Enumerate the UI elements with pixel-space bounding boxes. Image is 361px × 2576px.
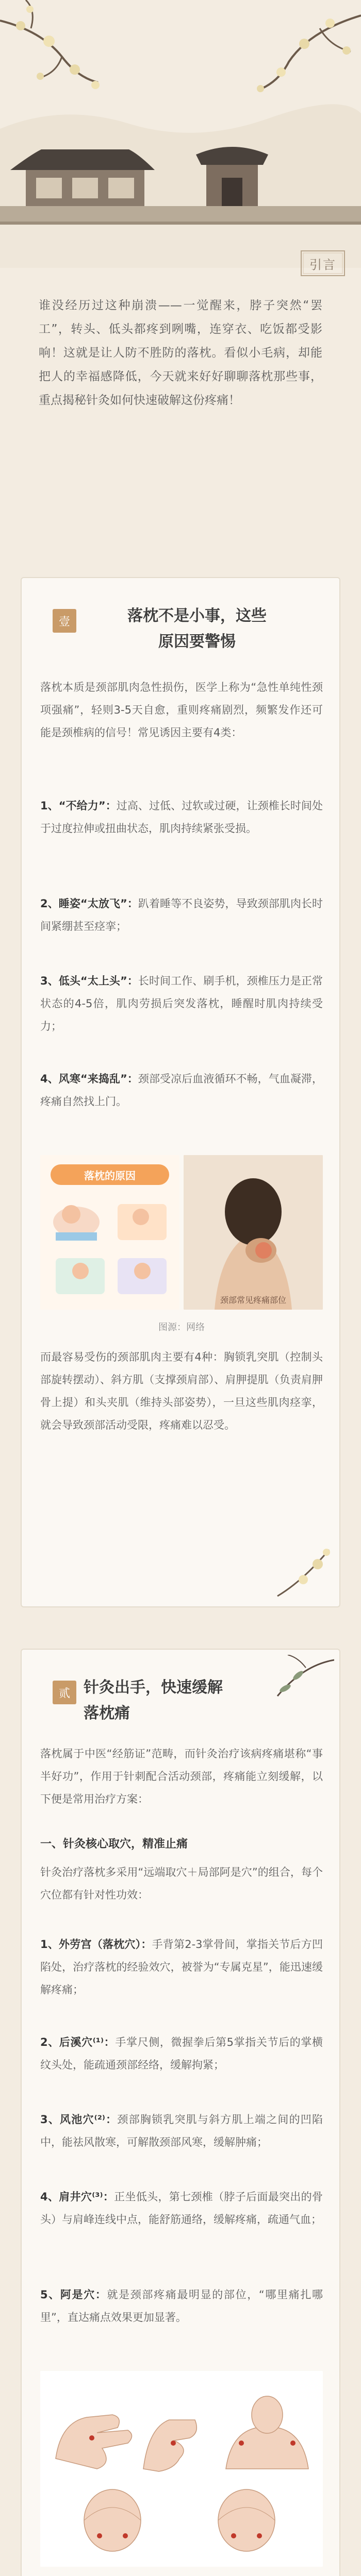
section-1-number: 壹	[53, 609, 76, 633]
acupoint-item-2	[40, 2031, 323, 2076]
section-2-number: 贰	[53, 1681, 76, 1704]
section-1-item-4	[40, 1067, 323, 1113]
item-heading: 1、外劳宫（落枕穴）：	[40, 1938, 152, 1951]
section-1-title-line2: 原因要警惕	[158, 633, 236, 651]
item-heading: 4、肩井穴⁽³⁾：	[40, 2191, 114, 2203]
item-heading: 2、后溪穴⁽¹⁾：	[40, 2036, 116, 2048]
section-1-card	[21, 577, 340, 1607]
section-1-item-1	[40, 794, 323, 840]
acupoint-diagram	[40, 2371, 323, 2567]
item-text: 过高、过低、过软或过硬，让颈椎长时间处于过度拉伸或扭曲状态，肌肉持续紧张受损。	[40, 800, 323, 835]
item-text: 就是颈部疼痛最明显的部位，“哪里痛扎哪里”，直达痛点效果更加显著。	[40, 2289, 323, 2324]
section-1-item-3	[40, 970, 323, 1038]
plum-flower-decoration	[272, 1539, 334, 1601]
section-1-title-line1: 落枕不是小事，这些	[127, 607, 267, 625]
acupoint-item-4	[40, 2185, 323, 2231]
item-text: 颈部胸锁乳突肌与斜方肌上端之间的凹陷中，能祛风散寒，可解散颈部风寒，缓解肿痛；	[40, 2113, 323, 2148]
item-text: 手掌尺侧，微握拳后第5掌指关节后的掌横纹头处，能疏通颈部经络，缓解拘紧；	[40, 2036, 323, 2071]
item-text: 趴着睡等不良姿势，导致颈部肌肉长时间紧绷甚至痉挛；	[40, 897, 323, 933]
section-2-acupoint-intro: 针灸治疗落枕多采用“远端取穴＋局部阿是穴”的组合，每个穴位都有针对性功效：	[40, 1866, 323, 1901]
item-heading: 3、风池穴⁽²⁾：	[40, 2113, 118, 2126]
item-heading: 5、阿是穴：	[40, 2289, 107, 2301]
section-1-item-2	[40, 892, 323, 938]
header-illustration	[0, 0, 361, 268]
infographic-title: 落枕的原因	[51, 1164, 169, 1185]
section-2-title-line1: 针灸出手，快速缓解	[84, 1679, 223, 1697]
section-1-muscles: 而最容易受伤的颈部肌肉主要有4种：胸锁乳突肌（控制头部旋转摆动）、斜方肌（支撑颈肩部）、肩胛提肌（负责肩胛骨上提）和头夹肌（维持头部姿势），一旦这些肌肉痉挛，就会导致颈部活动受限，疼痛难以忍受。	[40, 1351, 323, 1431]
causes-infographic	[40, 1155, 179, 1310]
intro-tag	[300, 250, 346, 277]
neck-pain-photo	[184, 1155, 323, 1310]
item-heading: 2、睡姿“太放飞”：	[40, 897, 138, 910]
section-1-intro: 落枕本质是颈部肌肉急性损伤，医学上称为“急性单纯性颈项强痛”，轻则3-5天自愈，重则疼痛剧烈，频繁发作还可能是颈椎病的信号！常见诱因主要有4类：	[40, 681, 323, 739]
intro-text: 谁没经历过这种崩溃——一觉醒来，脖子突然“罢工”，转头、低头都疼到咧嘴，连穿衣、吃饭都受影响！这就是让人防不胜防的落枕。看似小毛病，却能把人的幸福感降低，今天就来好好聊聊落枕那些事，重点揭秘针灸如何快速破解这份疼痛！	[39, 299, 322, 407]
item-text: 颈部受凉后血液循环不畅，气血凝滞，疼痛自然找上门。	[40, 1073, 323, 1108]
section-2-title-line2: 落枕痛	[84, 1704, 130, 1722]
item-text: 长时间工作、刷手机，颈椎压力是正常状态的4-5倍，肌肉劳损后突发落枕，睡醒时肌肉持续受力；	[40, 975, 323, 1032]
photo-label: 颈部常见疼痛部位	[220, 1295, 286, 1305]
acupoint-item-5	[40, 2283, 323, 2329]
acupoint-item-1	[40, 1933, 323, 2001]
intro-tag-label: 引言	[309, 257, 336, 272]
item-heading: 4、风寒“来捣乱”：	[40, 1073, 138, 1085]
section-2-intro: 落枕属于中医“经筋证”范畴，而针灸治疗该病疼痛堪称“事半好功”，作用于针刺配合活动颈部，疼痛能立刻缓解，以下便是常用治疗方案：	[40, 1748, 323, 1805]
section-2-subheading-1: 一、针灸核心取穴，精准止痛	[40, 1838, 188, 1851]
section-2-card	[21, 1649, 340, 2576]
acupoint-item-3	[40, 2108, 323, 2154]
item-heading: 3、低头“太上头”：	[40, 975, 138, 987]
item-text: 正坐低头，第七颈椎（脖子后面最突出的骨头）与肩峰连线中点，能舒筋通络，缓解疼痛，疏通气血；	[40, 2191, 323, 2226]
section-1-image-caption: 图源：网络	[158, 1322, 205, 1333]
item-heading: 1、“不给力”：	[40, 800, 117, 812]
item-text: 手背第2-3掌骨间，掌指关节后方凹陷处，治疗落枕的经验效穴，被誉为“专属克星”，能迅速缓解疼痛；	[40, 1938, 323, 1996]
